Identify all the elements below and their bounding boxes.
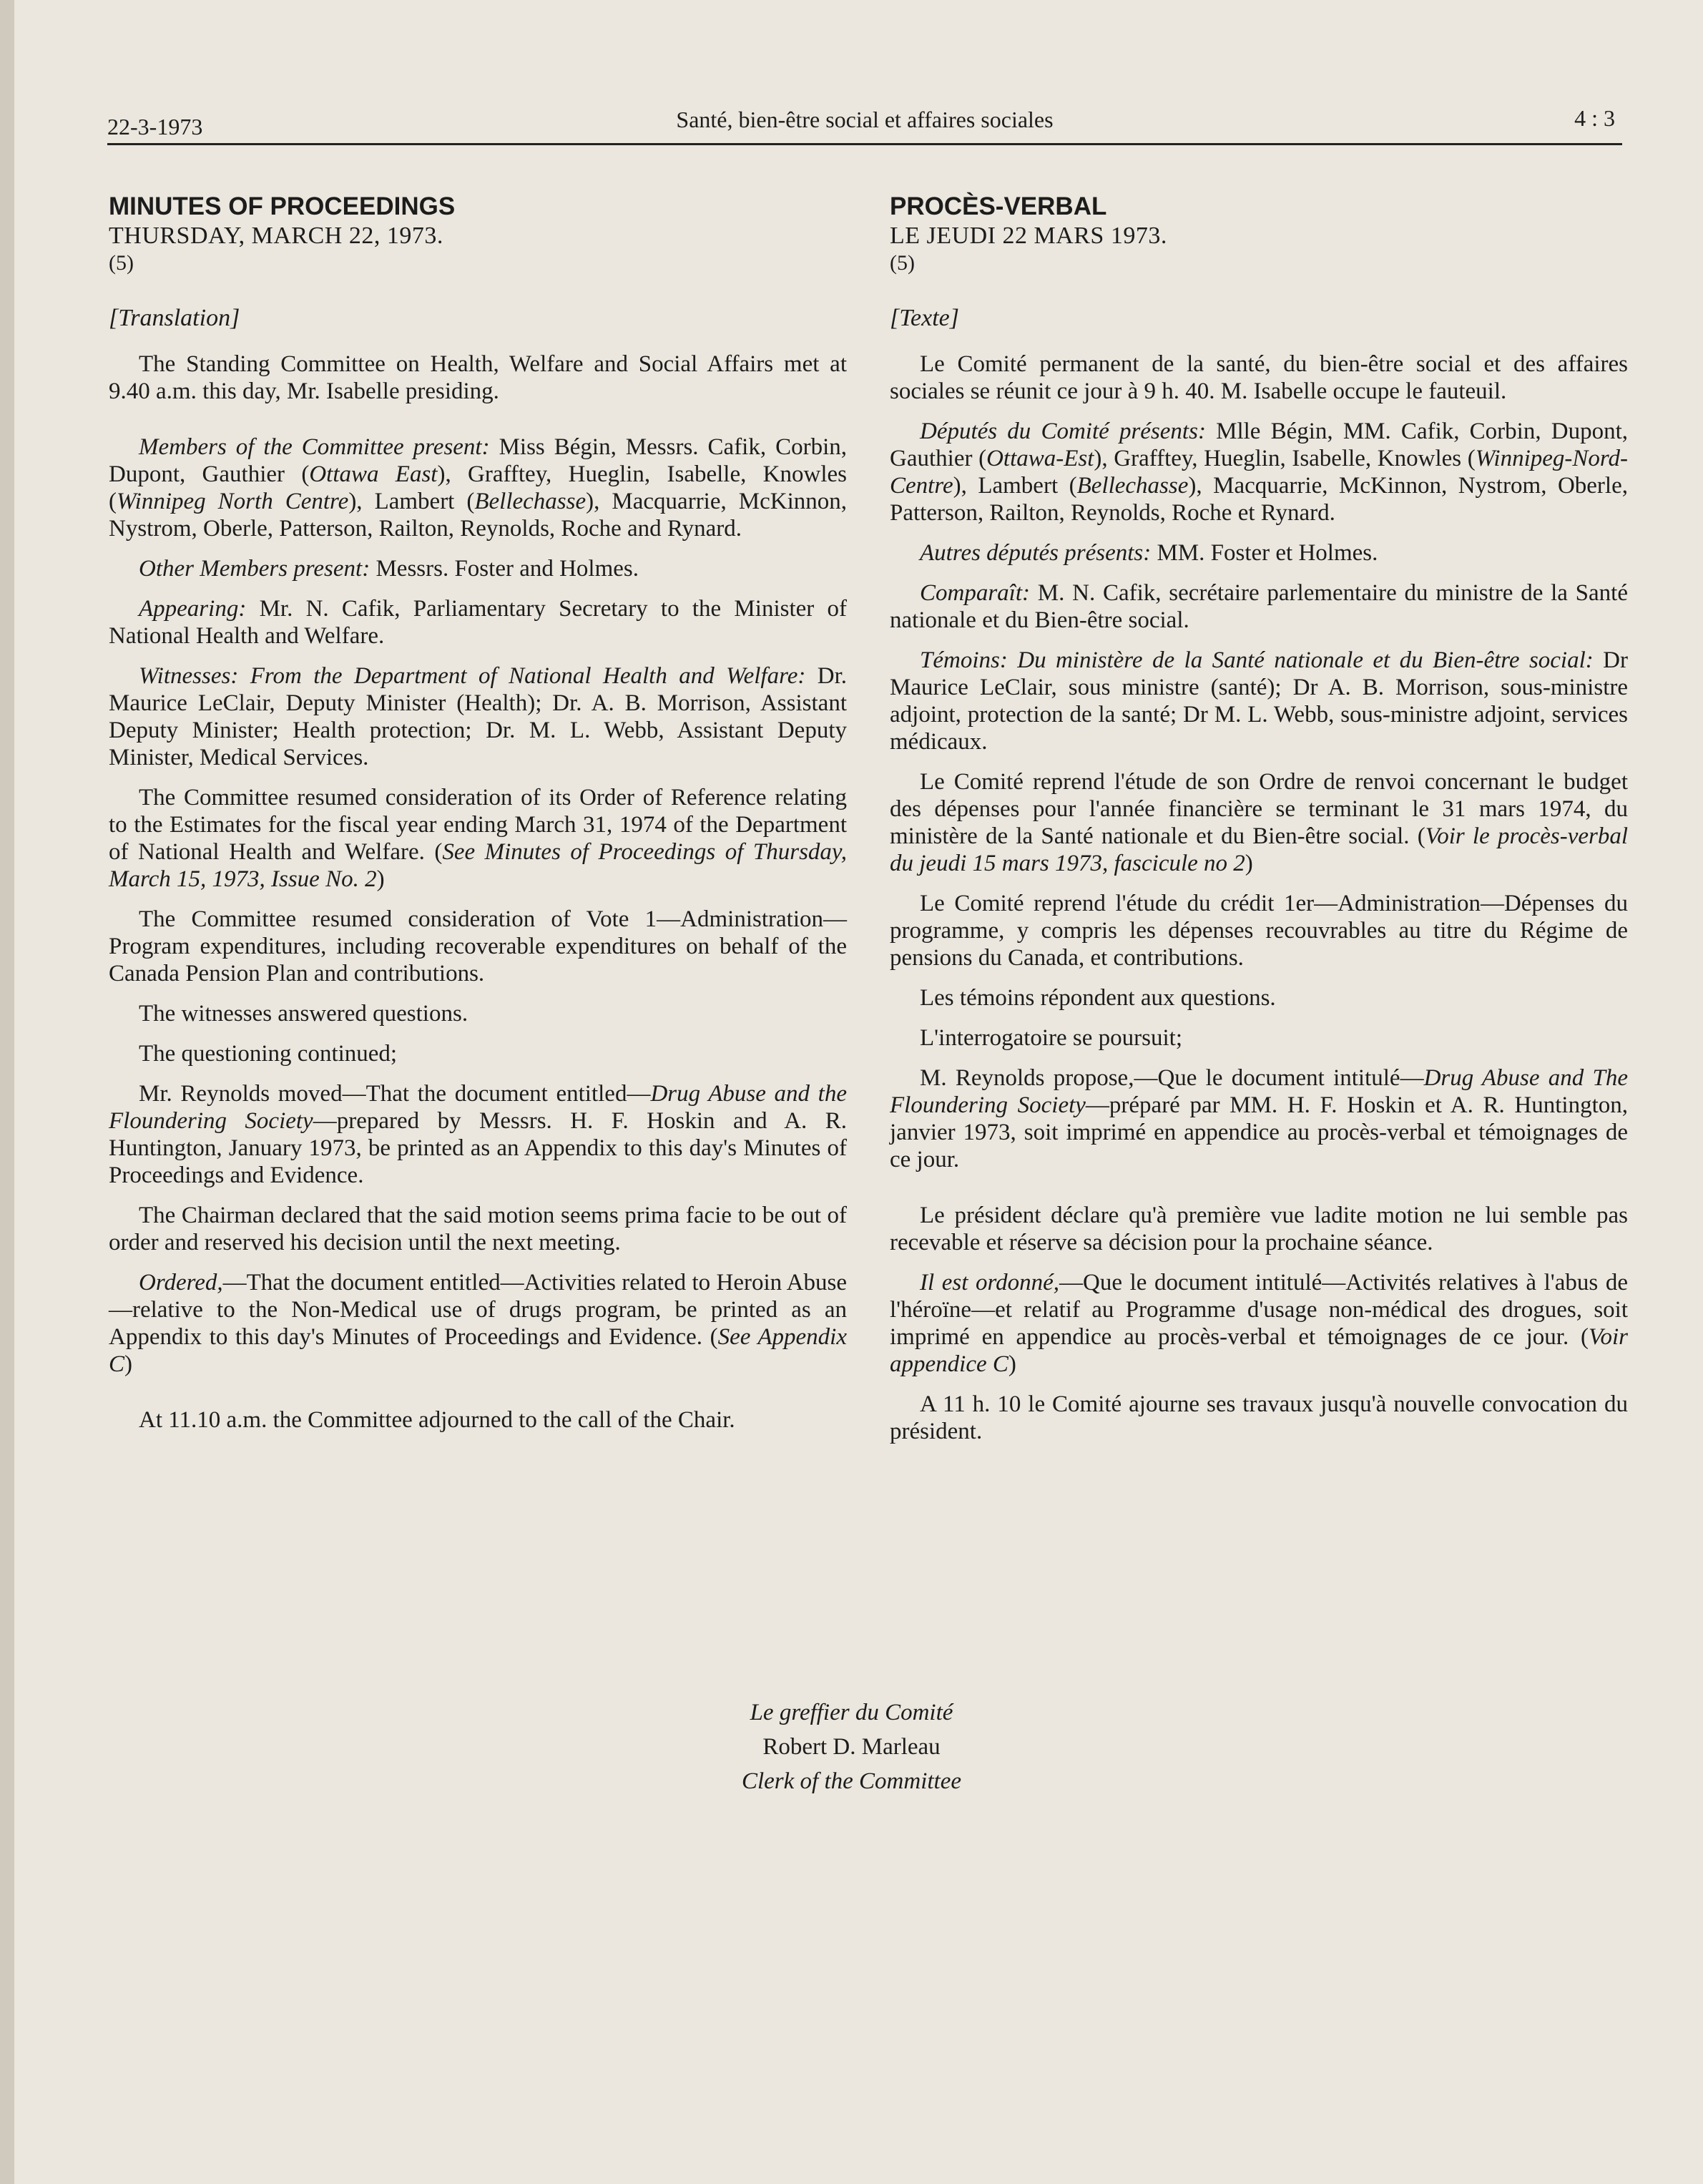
english-order-of-reference: The Committee resumed consideration of its Order of Reference relating to the Estimates for the fiscal year ending March 31, 1974 of the Department of National Health and Welfare. (See Minutes of Proceedings of Thursday, March 15, 1973, Issue No. 2) — [109, 785, 847, 892]
english-issue: (5) — [109, 251, 134, 275]
clerk-signature-block — [0, 1695, 1703, 1798]
french-adjournment: A 11 h. 10 le Comité ajourne ses travaux jusqu'à nouvelle convocation du président. — [890, 1391, 1628, 1444]
french-witnesses-answered: Les témoins répondent aux questions. — [920, 985, 1276, 1011]
english-ordered: Ordered,—That the document entitled—Activities related to Heroin Abuse—relative to the Non-Medical use of drugs program, be printed as an Appendix to this day's Minutes of Proceedings and Evidence. (See Appendix C) — [109, 1270, 847, 1377]
french-members-present: Députés du Comité présents: Mlle Bégin, MM. Cafik, Corbin, Dupont, Gauthier (Ottawa-Est), Grafftey, Hueglin, Isabelle, Knowles (Winnipeg-Nord-Centre), Lambert (Bellechasse), Macquarrie, McKinnon, Nystrom, Oberle, Patterson, Railton, Reynolds, Roche et Rynard. — [890, 418, 1628, 526]
french-chairman-ruling: Le président déclare qu'à première vue ladite motion ne lui semble pas recevable et réserve sa décision pour la prochaine séance. — [890, 1203, 1628, 1255]
header-date: 22-3-1973 — [107, 114, 203, 139]
english-heading-block — [109, 192, 847, 276]
french-column — [890, 192, 1628, 1458]
french-opening-paragraph: Le Comité permanent de la santé, du bien-être social et des affaires sociales se réunit ce jour à 9 h. 40. M. Isabelle occupe le fauteuil. — [890, 351, 1628, 404]
english-witnesses-answered: The witnesses answered questions. — [139, 1001, 468, 1027]
text-note: [Texte] — [890, 305, 959, 331]
french-witnesses: Témoins: Du ministère de la Santé nationale et du Bien-être social: Dr Maurice LeClair, sous ministre (santé); Dr A. B. Morrison, sous-ministre adjoint, protection de la santé; Dr M. L. Webb, sous-ministre adjoint, services médicaux. — [890, 647, 1628, 755]
header-title: Santé, bien-être social et affaires sociales — [676, 107, 1054, 132]
clerk-title-english: Clerk of the Committee — [741, 1768, 962, 1794]
page-number: 4 : 3 — [1574, 105, 1615, 131]
english-other-members: Other Members present: Messrs. Foster and Holmes. — [139, 556, 639, 582]
running-header — [107, 99, 1622, 145]
english-questioning: The questioning continued; — [139, 1041, 398, 1067]
french-questioning: L'interrogatoire se poursuit; — [920, 1025, 1183, 1051]
binding-edge — [0, 0, 14, 2184]
english-vote-paragraph: The Committee resumed consideration of Vote 1—Administration—Program expenditures, including recoverable expenditures on behalf of the Canada Pension Plan and contributions. — [109, 906, 847, 986]
clerk-name: Robert D. Marleau — [762, 1734, 941, 1760]
english-motion: Mr. Reynolds moved—That the document entitled—Drug Abuse and the Floundering Society—prepared by Messrs. H. F. Hoskin and A. R. Huntington, January 1973, be printed as an Appendix to this day's Minutes of Proceedings and Evidence. — [109, 1081, 848, 1188]
french-vote-paragraph: Le Comité reprend l'étude du crédit 1er—Administration—Dépenses du programme, y compris les dépenses recouvrables au titre du Régime de pensions du Canada, et contributions. — [890, 891, 1628, 971]
french-ordered: Il est ordonné,—Que le document intitulé—Activités relatives à l'abus de l'héroïne—et relatif au Programme d'usage non-médical des drogues, soit imprimé en appendice au procès-verbal et témoignages de ce jour. (Voir appendice C) — [890, 1270, 1628, 1377]
english-chairman-ruling: The Chairman declared that the said motion seems prima facie to be out of order and reserved his decision until the next meeting. — [109, 1203, 847, 1255]
english-opening-paragraph: The Standing Committee on Health, Welfare and Social Affairs met at 9.40 a.m. this day, Mr. Isabelle presiding. — [109, 351, 847, 404]
french-other-members: Autres députés présents: MM. Foster et Holmes. — [920, 540, 1378, 566]
english-witnesses: Witnesses: From the Department of National Health and Welfare: Dr. Maurice LeClair, Deputy Minister (Health); Dr. A. B. Morrison, Assistant Deputy Minister; Health protection; Dr. M. L. Webb, Assistant Deputy Minister, Medical Services. — [109, 663, 848, 770]
translation-note: [Translation] — [109, 305, 240, 331]
english-heading: MINUTES OF PROCEEDINGS — [109, 192, 456, 220]
english-appearing: Appearing: Mr. N. Cafik, Parliamentary Secretary to the Minister of National Health and Welfare. — [109, 596, 847, 649]
english-members-present: Members of the Committee present: Miss Bégin, Messrs. Cafik, Corbin, Dupont, Gauthier (Ottawa East), Grafftey, Hueglin, Isabelle, Knowles (Winnipeg North Centre), Lambert (Bellechasse), Macquarrie, McKinnon, Nystrom, Oberle, Patterson, Railton, Reynolds, Roche and Rynard. — [109, 434, 848, 542]
french-order-of-reference: Le Comité reprend l'étude de son Ordre de renvoi concernant le budget des dépenses pour l'année financière se terminant le 31 mars 1974, du ministère de la Santé nationale et du Bien-être social. (Voir le procès-verbal du jeudi 15 mars 1973, fascicule no 2) — [890, 769, 1628, 876]
french-issue: (5) — [890, 251, 915, 275]
french-heading: PROCÈS-VERBAL — [890, 192, 1107, 220]
french-heading-block — [890, 192, 1628, 276]
english-adjournment: At 11.10 a.m. the Committee adjourned to the call of the Chair. — [139, 1407, 735, 1433]
french-appearing: Comparaît: M. N. Cafik, secrétaire parlementaire du ministre de la Santé nationale et du Bien-être social. — [890, 580, 1628, 633]
english-column — [109, 192, 847, 1446]
french-date-line: LE JEUDI 22 MARS 1973. — [890, 222, 1167, 249]
english-date-line: THURSDAY, MARCH 22, 1973. — [109, 222, 443, 249]
french-motion: M. Reynolds propose,—Que le document intitulé—Drug Abuse and The Floundering Society—préparé par MM. H. F. Hoskin et A. R. Huntington, janvier 1973, soit imprimé en appendice au procès-verbal et témoignages de ce jour. — [890, 1065, 1628, 1172]
clerk-title-french: Le greffier du Comité — [750, 1700, 953, 1725]
